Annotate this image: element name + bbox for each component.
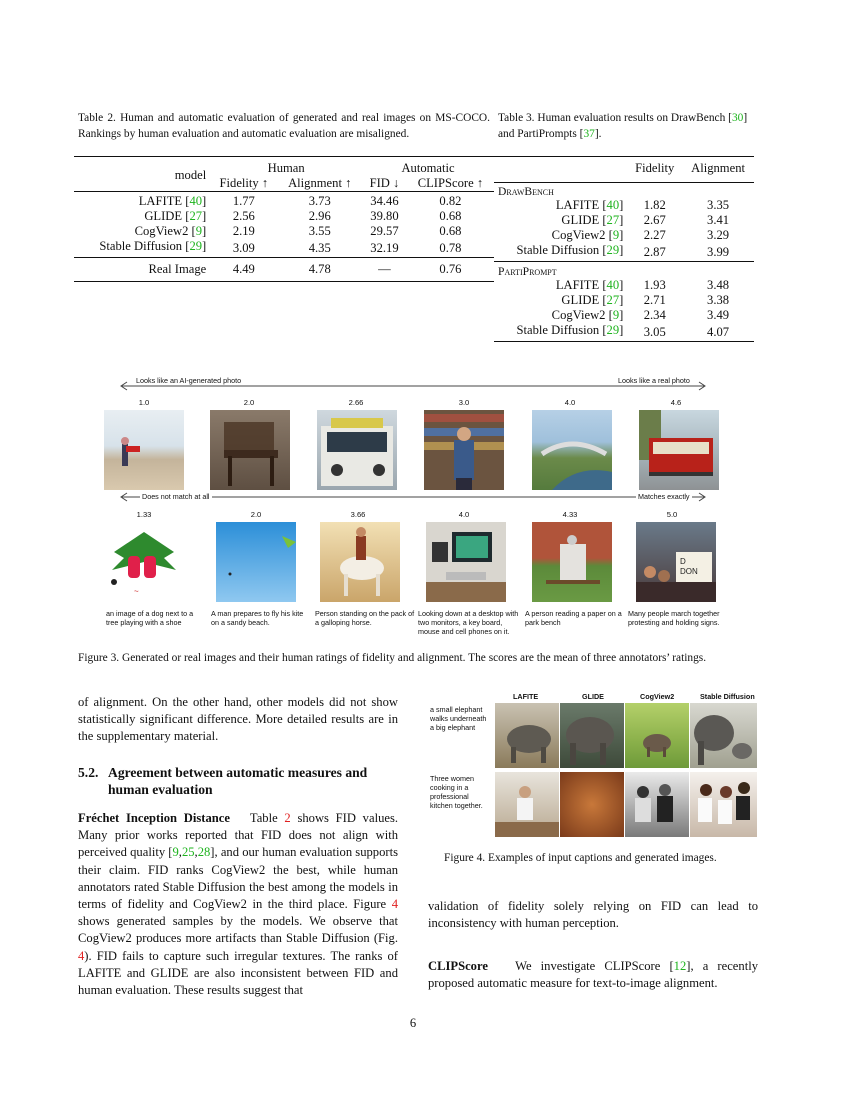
table2-cell: 3.55	[308, 224, 331, 238]
table2-cell: 0.78	[439, 240, 462, 255]
table3-cell: 3.99	[707, 244, 730, 259]
fidelity-image-beach	[104, 410, 184, 490]
section-number: 5.2.	[78, 765, 99, 780]
table2-header-fidelity: Fidelity ↑	[219, 176, 269, 190]
table2-cell: 4.78	[308, 262, 331, 276]
table2-cell-model: LAFITE [40]	[138, 194, 207, 208]
alignment-score: 4.33	[562, 510, 578, 519]
table3-caption-text: and PartiPrompts	[498, 127, 577, 140]
table3-cell: 2.67	[643, 213, 666, 227]
figure4-image-cogview2-kitchen	[625, 772, 689, 837]
table3-cell: 2.71	[643, 293, 666, 307]
table3-header-alignment: Alignment	[691, 161, 745, 175]
table2-caption	[78, 111, 490, 142]
table2-caption-text: Human and automatic evaluation of generated and real images on MS-COCO. Rankings by human evaluation and automatic evaluation are misaligned.	[78, 112, 490, 140]
table3-cell: 4.07	[707, 324, 730, 339]
table2-cell: 0.68	[439, 209, 462, 223]
table3	[494, 156, 754, 342]
table3-cell-model: CogView2 [9]	[551, 308, 624, 322]
fid-text: Table	[249, 811, 278, 825]
fidelity-score: 4.6	[670, 398, 682, 407]
table3-cell-model: Stable Diffusion [29]	[516, 243, 624, 257]
fidelity-scale-left-label: Looks like an AI-generated photo	[136, 376, 242, 385]
table2-cell: 39.80	[370, 209, 399, 223]
fid-text: shows generated samples by the models. We observe that CogView2 produces more artifacts than Stable Diffusion (Fig.	[78, 914, 398, 946]
table3-cell-model: CogView2 [9]	[551, 228, 624, 242]
table3-cell: 3.48	[707, 278, 730, 292]
svg-text:D: D	[680, 557, 686, 566]
alignment-image-kite	[216, 522, 296, 602]
table2-cell-model: Stable Diffusion [29]	[99, 239, 207, 253]
citation-link[interactable]: 30	[731, 112, 744, 124]
table3-section-drawbench: DrawBench	[498, 185, 554, 198]
table2-cell: 32.19	[370, 240, 399, 255]
table3-section-partiprompt: PartiPrompt	[498, 265, 557, 278]
table3-caption-label: Table 3.	[498, 112, 535, 124]
alignment-caption: an image of a dog next to a tree playing with a shoe	[106, 609, 194, 627]
alignment-score: 1.33	[136, 510, 152, 519]
table-row	[494, 198, 754, 213]
citation-link[interactable]: 37	[583, 127, 595, 140]
table3-cell-model: GLIDE [27]	[561, 213, 624, 227]
alignment-caption: A person reading a paper on a park bench	[525, 609, 622, 627]
table-ref-link[interactable]: 2	[284, 811, 291, 825]
table2-cell: 4.49	[232, 262, 255, 276]
alignment-image-desktop	[426, 522, 506, 602]
figure4-image-lafite-kitchen	[495, 772, 559, 837]
alignment-image-plant	[104, 522, 184, 602]
fidelity-score: 3.0	[458, 398, 470, 407]
section-heading-5-2	[78, 764, 398, 798]
alignment-score: 5.0	[666, 510, 678, 519]
figure4-caption	[444, 851, 764, 867]
figure-ref-link[interactable]: 4	[391, 897, 398, 912]
alignment-scale-left-label: Does not match at all	[142, 492, 210, 501]
figure4-image-sd-kitchen	[690, 772, 757, 837]
figure3-caption-label: Figure 3.	[78, 652, 120, 664]
fidelity-score: 1.0	[138, 398, 150, 407]
table3-cell: 2.27	[643, 228, 666, 242]
fid-paragraph-heading: Fréchet Inception Distance	[78, 811, 230, 825]
figure4-caption-label: Figure 4.	[444, 852, 486, 864]
citation-link[interactable]: 28	[197, 845, 211, 860]
alignment-image-horse	[320, 522, 400, 602]
table3-cell: 3.05	[643, 324, 666, 339]
table3-cell: 1.82	[643, 198, 666, 212]
table2-cell: 0.76	[439, 262, 462, 276]
table-row	[494, 243, 754, 262]
table-row	[494, 308, 754, 323]
fid-text: ], and our human evaluation supports their claim. FID ranks CogView2 the best, while human annotators rated Stable Diffusion the best among the models in terms of fidelity and CogView2 in the third place. Figure	[78, 845, 398, 912]
table2-caption-label: Table 2.	[78, 112, 116, 124]
right-paragraph-fidelity: validation of fidelity solely relying on FID can lead to inconsistency with human perception.	[428, 899, 758, 931]
fid-text: shows FID values. Many prior works reported that FID does not align with perceived quality [	[78, 811, 399, 860]
table3-cell-model: LAFITE [40]	[555, 198, 624, 212]
svg-text:DON: DON	[680, 567, 698, 576]
svg-text:~: ~	[134, 587, 139, 596]
fid-text: ). FID fails to capture such irregular textures. The ranks of LAFITE and GLIDE are also inconsistent between FID and human evaluation. These results suggest that	[78, 948, 398, 998]
table2-header-clipscore: CLIPScore ↑	[417, 176, 484, 190]
figure4-header: Stable Diffusion	[700, 692, 755, 701]
table2-cell-model: GLIDE [27]	[144, 209, 207, 223]
right-paragraph-clipscore	[428, 958, 758, 992]
figure4-header: LAFITE	[513, 692, 539, 701]
figure4-header: GLIDE	[582, 692, 604, 701]
fidelity-score: 2.66	[348, 398, 364, 407]
figure4-image-lafite-elephant	[495, 703, 559, 768]
table2-cell: 2.56	[232, 209, 255, 223]
table2-cell: 2.96	[308, 209, 331, 223]
alignment-score: 3.66	[350, 510, 366, 519]
table3-cell-model: GLIDE [27]	[561, 293, 624, 307]
left-paragraph-alignment: of alignment. On the other hand, other models did not show statistically significant difference. More detailed results are in the supplementary material.	[78, 695, 398, 744]
alignment-scale-right-label: Matches exactly	[638, 492, 690, 501]
figure3-caption	[78, 651, 778, 667]
citation-link[interactable]: 12	[673, 959, 687, 973]
fidelity-image-chair	[210, 410, 290, 490]
table3-cell: 3.29	[707, 228, 730, 242]
fidelity-image-bus	[317, 410, 397, 490]
fidelity-score: 2.0	[243, 398, 255, 407]
figure3-caption-text: Generated or real images and their human ratings of fidelity and alignment. The scores are the mean of three annotators’ ratings.	[122, 652, 707, 664]
table3-cell: 3.35	[707, 198, 730, 212]
section-title: Agreement between automatic measures and human evaluation	[108, 765, 368, 797]
table2-cell: 29.57	[370, 224, 399, 238]
alignment-caption: Person standing on the pack of a galloping horse.	[315, 609, 415, 627]
figure-ref-link[interactable]: 4	[78, 948, 85, 963]
table-row	[494, 293, 754, 308]
table2-cell: 3.73	[308, 194, 331, 208]
left-paragraph-fid: Fréchet Inception Distance Table 2 shows FID values. Many prior works reported that FID does not align with perceived quality [9,25,28], and our human evaluation supports their claim. FID ranks CogView2 the best, while human annotators rated Stable Diffusion the best among the models in terms of fidelity and CogView2 in the third place. Figure 4 shows generated samples by the models. We observe that CogView2 produces more artifacts than Stable Diffusion (Fig. 4). FID fails to capture such irregular textures. The ranks of LAFITE and GLIDE are also inconsistent between FID and human evaluation. These results suggest that	[78, 811, 399, 998]
figure4-image-glide-elephant	[560, 703, 624, 768]
table2-cell: 2.19	[232, 224, 255, 238]
fidelity-score: 4.0	[564, 398, 576, 407]
table3-cell-model: LAFITE [40]	[555, 278, 624, 292]
alignment-image-bench	[532, 522, 612, 602]
table3-cell: 3.41	[707, 213, 730, 227]
alignment-caption: A man prepares to fly his kite on a sandy beach.	[211, 609, 304, 627]
table2	[74, 156, 494, 282]
table3-cell: 2.87	[643, 244, 666, 259]
table3-header-fidelity: Fidelity	[635, 161, 675, 175]
table2-header-fid: FID ↓	[369, 176, 400, 190]
figure4-image-sd-elephant	[690, 703, 757, 768]
table2-cell: 3.09	[232, 240, 255, 255]
figure4-prompt: Three women cooking in a professional kitchen together.	[430, 774, 483, 810]
table3-caption-text: Human evaluation results on DrawBench	[537, 112, 726, 124]
table3-caption: Table 3. Human evaluation results on DrawBench [30] and PartiPrompts [37].	[498, 112, 748, 140]
fidelity-image-bridge	[532, 410, 612, 490]
table-row	[74, 209, 494, 224]
table-row	[494, 323, 754, 342]
table3-cell: 3.38	[707, 293, 730, 307]
alignment-score: 4.0	[458, 510, 470, 519]
figure4-image-glide-kitchen	[560, 772, 624, 837]
table3-cell-model: Stable Diffusion [29]	[516, 323, 624, 337]
figure4-header: CogView2	[640, 692, 675, 701]
table-row	[74, 224, 494, 239]
table-row	[494, 278, 754, 293]
alignment-caption: Many people march together protesting and holding signs.	[628, 609, 720, 627]
alignment-image-march	[636, 522, 716, 602]
table-row	[74, 239, 494, 258]
page-number: 6	[409, 1016, 417, 1030]
fidelity-image-tram	[639, 410, 719, 490]
table3-cell: 3.49	[707, 308, 730, 322]
clipscore-text: We investigate CLIPScore [	[515, 959, 674, 973]
table2-header-alignment: Alignment ↑	[288, 176, 352, 190]
citation-link[interactable]: 9	[172, 845, 179, 860]
figure4-prompt: a small elephant walks underneath a big elephant	[430, 705, 487, 732]
table-row	[494, 213, 754, 228]
fidelity-image-man-store	[424, 410, 504, 490]
clipscore-paragraph-heading: CLIPScore	[428, 959, 488, 973]
table-row	[494, 228, 754, 243]
table2-cell: 0.82	[439, 194, 462, 208]
table2-cell-model: CogView2 [9]	[134, 224, 207, 238]
table2-cell-model: Real Image	[148, 262, 207, 276]
table-row	[74, 192, 494, 210]
table3-header-model	[494, 157, 627, 183]
figure4-caption-text: Examples of input captions and generated images.	[488, 852, 717, 864]
table2-cell: 0.68	[439, 224, 462, 238]
table2-cell: 34.46	[370, 194, 399, 208]
table2-cell: 4.35	[308, 240, 331, 255]
table2-header-model: model	[174, 167, 207, 182]
table3-cell: 2.34	[643, 308, 666, 322]
alignment-score: 2.0	[250, 510, 262, 519]
table2-group-human: Human	[267, 161, 305, 175]
figure4-image-cogview2-elephant	[625, 703, 689, 768]
fidelity-scale-right-label: Looks like a real photo	[618, 376, 690, 385]
table-row	[74, 258, 494, 282]
table2-cell: —	[378, 262, 391, 276]
alignment-caption: Looking down at a desktop with two monitors, a key board, mouse and cell phones on it.	[418, 609, 519, 636]
table3-cell: 1.93	[643, 278, 666, 292]
table2-group-automatic: Automatic	[401, 161, 455, 175]
citation-link[interactable]: 25	[181, 845, 195, 860]
clipscore-text: ], a recently proposed automatic measure for text-to-image alignment.	[428, 959, 758, 991]
table2-cell: 1.77	[232, 194, 255, 208]
